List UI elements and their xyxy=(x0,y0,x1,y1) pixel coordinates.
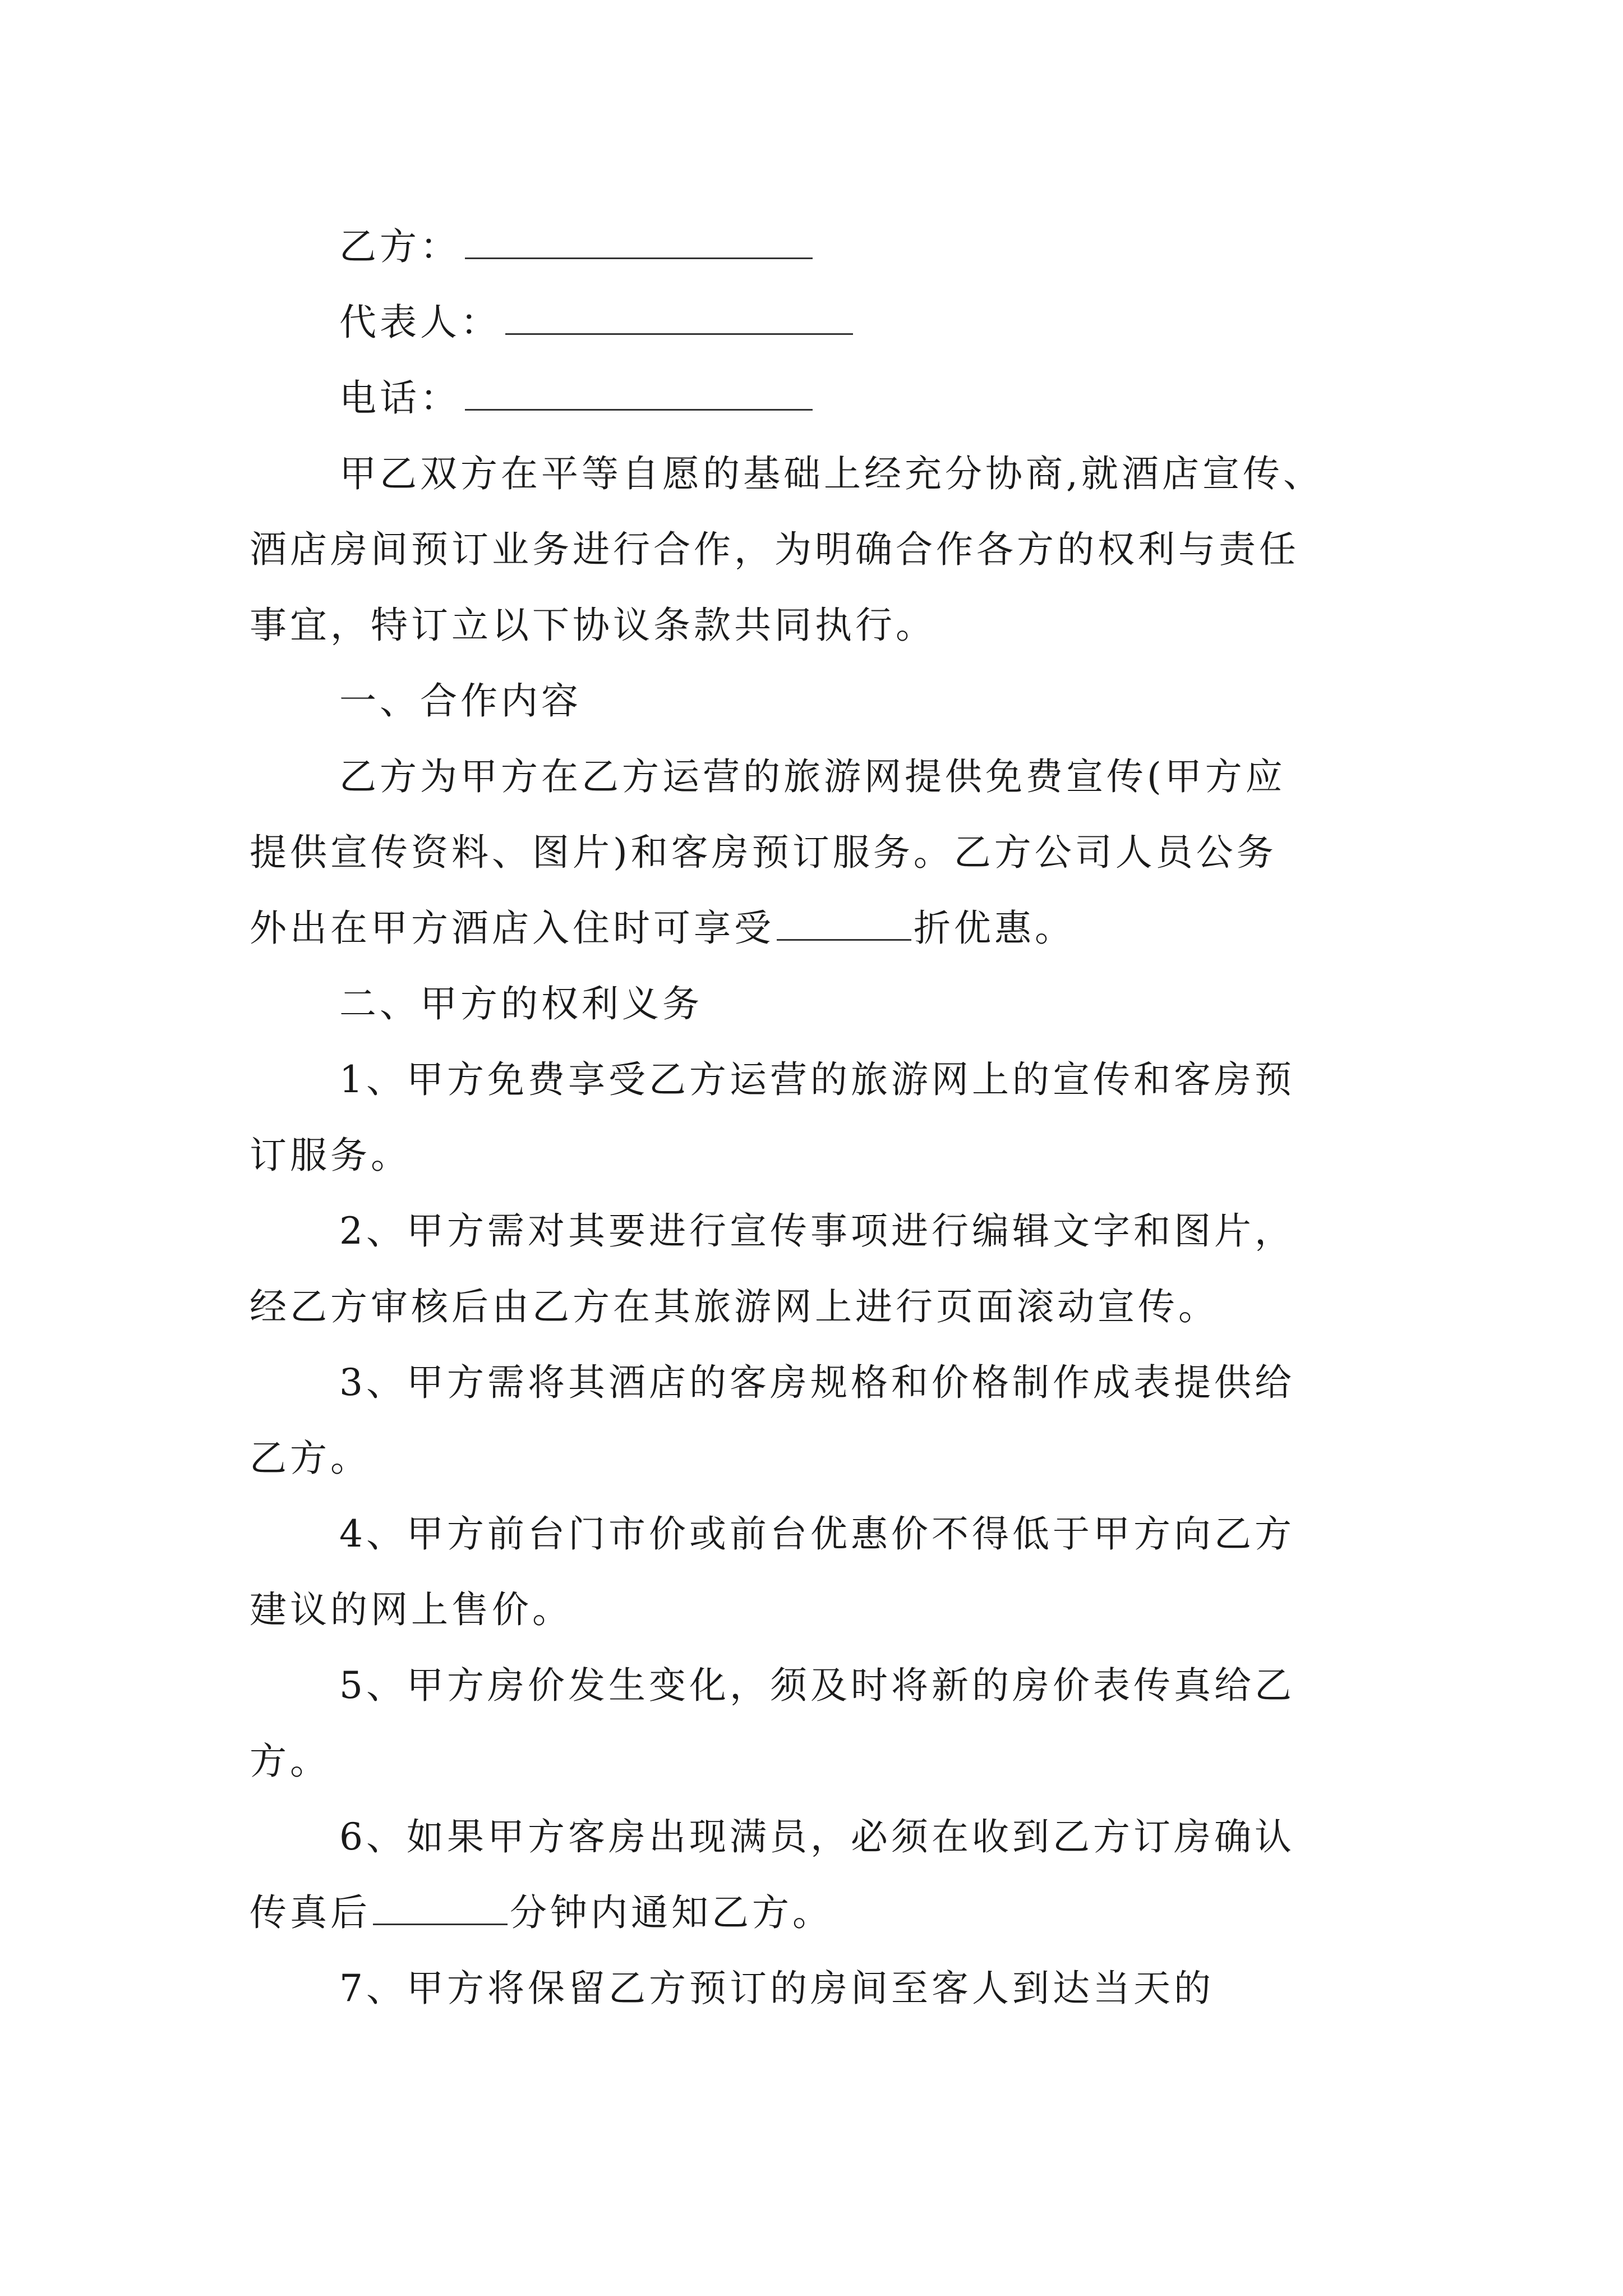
clause-line: 6、如果甲方客房出现满员，必须在收到乙方订房确认 xyxy=(339,1815,1295,1858)
discount-blank[interactable] xyxy=(777,933,911,941)
clause-line: 经乙方审核后由乙方在其旅游网上进行页面滚动宣传。 xyxy=(250,1285,1219,1328)
clause-line: 1、甲方免费享受乙方运营的旅游网上的宣传和客房预 xyxy=(339,1058,1295,1101)
representative-label: 代表人： xyxy=(339,301,501,344)
section-heading: 一、合作内容 xyxy=(339,679,582,723)
clause-line: 建议的网上售价。 xyxy=(250,1588,573,1631)
party-b-label: 乙方： xyxy=(339,225,460,268)
section-heading: 二、甲方的权利义务 xyxy=(339,982,703,1025)
phone-label: 电话： xyxy=(339,376,460,420)
phone-blank[interactable] xyxy=(465,403,813,411)
representative-field xyxy=(339,297,1394,348)
clause-line: 5、甲方房价发生变化，须及时将新的房价表传真给乙 xyxy=(339,1664,1295,1707)
paragraph-line: 甲乙双方在平等自愿的基础上经充分协商,就酒店宣传、 xyxy=(339,452,1324,495)
paragraph-line: 事宜，特订立以下协议条款共同执行。 xyxy=(250,604,936,647)
clause-line: 4、甲方前台门市价或前台优惠价不得低于甲方向乙方 xyxy=(339,1512,1295,1556)
paragraph-text: 折优惠。 xyxy=(914,907,1075,950)
paragraph-line: 提供宣传资料、图片)和客房预订服务。乙方公司人员公务 xyxy=(250,831,1277,874)
clause-line: 7、甲方将保留乙方预订的房间至客人到达当天的 xyxy=(339,1967,1214,2010)
paragraph-line: 酒店房间预订业务进行合作，为明确合作各方的权利与责任 xyxy=(250,528,1299,571)
clause-line: 2、甲方需对其要进行宣传事项进行编辑文字和图片， xyxy=(339,1209,1295,1253)
clause-text: 传真后 xyxy=(250,1891,371,1934)
minutes-line xyxy=(250,1888,1394,1938)
discount-line xyxy=(250,903,1394,954)
clause-line: 3、甲方需将其酒店的客房规格和价格制作成表提供给 xyxy=(339,1361,1295,1404)
clause-text: 分钟内通知乙方。 xyxy=(510,1891,833,1934)
minutes-blank[interactable] xyxy=(373,1918,508,1925)
clause-line: 订服务。 xyxy=(250,1134,411,1177)
paragraph-line: 乙方为甲方在乙方运营的旅游网提供免费宣传(甲方应 xyxy=(339,755,1286,798)
representative-blank[interactable] xyxy=(505,328,853,335)
clause-line: 方。 xyxy=(250,1740,330,1783)
paragraph-text: 外出在甲方酒店入住时可享受 xyxy=(250,907,774,950)
party-b-field xyxy=(339,222,1394,272)
clause-line: 乙方。 xyxy=(250,1437,371,1480)
phone-field xyxy=(339,373,1394,424)
party-b-blank[interactable] xyxy=(465,252,813,259)
